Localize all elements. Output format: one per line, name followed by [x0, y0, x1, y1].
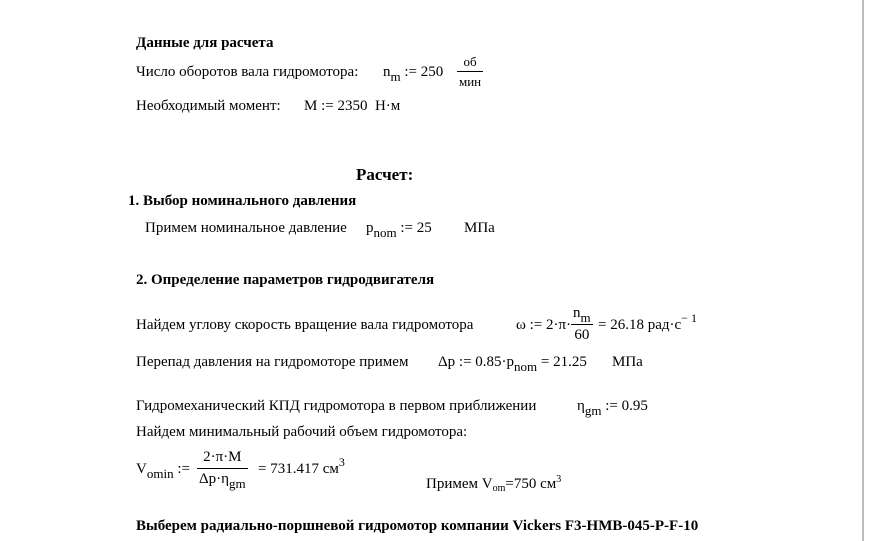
accept-sub: om [492, 483, 506, 494]
pnom-sub: nom [373, 225, 397, 240]
speed-label: Число оборотов вала гидромотора: [136, 64, 359, 80]
section1-title: 1. Выбор номинального давления [128, 193, 357, 209]
speed-assign: := 250 [404, 64, 444, 80]
eta-assign: := 0.95 [605, 398, 648, 414]
speed-unit-den: мин [459, 74, 482, 89]
vomin-num: 2·π·M [197, 450, 248, 469]
vomin-assign: := [177, 461, 190, 477]
vomin-den: Δp·η [199, 471, 229, 487]
dp-sub: nom [514, 359, 538, 374]
accept-volume [426, 474, 562, 494]
vomin-var: V [136, 461, 147, 477]
vomin-sub: omin [146, 466, 174, 481]
omega-fraction [571, 306, 593, 343]
eta-formula [577, 398, 648, 418]
omega-unit: рад·с [647, 317, 682, 333]
pnom-unit: МПа [464, 220, 495, 236]
eta-var: η [577, 398, 585, 414]
speed-unit-num: об [457, 55, 483, 72]
pnom-formula [366, 220, 432, 240]
page-edge-divider [862, 0, 864, 541]
vol-label: Найдем минимальный рабочий объем гидромотора: [136, 424, 468, 440]
torque-unit: Н·м [374, 98, 401, 114]
speed-var-sub: m [390, 69, 401, 84]
omega-label: Найдем углову скорость вращение вала гидромотора [136, 317, 474, 333]
omega-unit-sup: − 1 [681, 311, 697, 325]
vomin-result: = 731.417 [258, 461, 319, 477]
speed-formula [383, 64, 444, 84]
vomin-lhs [136, 461, 190, 481]
dp-result: = 21.25 [540, 354, 587, 370]
vomin-result-group [258, 455, 345, 477]
omega-den: 60 [574, 327, 590, 343]
speed-unit-fraction [457, 55, 483, 88]
pnom-assign: := 25 [400, 220, 432, 236]
omega-num-sub: m [580, 310, 591, 325]
omega-result-group [598, 311, 697, 333]
torque-label: Необходимый момент: [136, 98, 281, 114]
vomin-den-sub: gm [229, 476, 246, 491]
dp-unit: МПа [612, 354, 643, 370]
omega-result: = 26.18 [598, 317, 644, 333]
dp-formula [438, 354, 587, 374]
torque-expr: M := 2350 [304, 98, 368, 114]
torque-formula [304, 99, 400, 114]
vomin-unit: см [322, 461, 339, 477]
section1-text: Примем номинальное давление [145, 220, 347, 236]
accept-value: =750 см [505, 476, 557, 492]
dp-expr: Δp := 0.85·p [438, 354, 515, 370]
speed-var: n [383, 64, 391, 80]
input-data-heading: Данные для расчета [136, 35, 274, 51]
pnom-var: p [366, 220, 374, 236]
motor-choice: Выберем радиально-поршневой гидромотор компании Vickers F3-HMB-045-P-F-10 [136, 518, 699, 534]
eta-sub: gm [584, 403, 602, 418]
vomin-unit-sup: 3 [338, 455, 345, 469]
accept-prefix: Примем V [426, 476, 493, 492]
omega-lhs: ω := 2·π· [516, 317, 572, 333]
eta-label: Гидромеханический КПД гидромотора в первом приближении [136, 398, 537, 414]
vomin-fraction [197, 449, 248, 491]
section2-title: 2. Определение параметров гидродвигателя [136, 272, 435, 288]
accept-sup: 3 [556, 474, 562, 485]
dp-label: Перепад давления на гидромоторе примем [136, 354, 409, 370]
calc-title: Расчет: [356, 165, 414, 184]
omega-num: n [573, 305, 581, 321]
